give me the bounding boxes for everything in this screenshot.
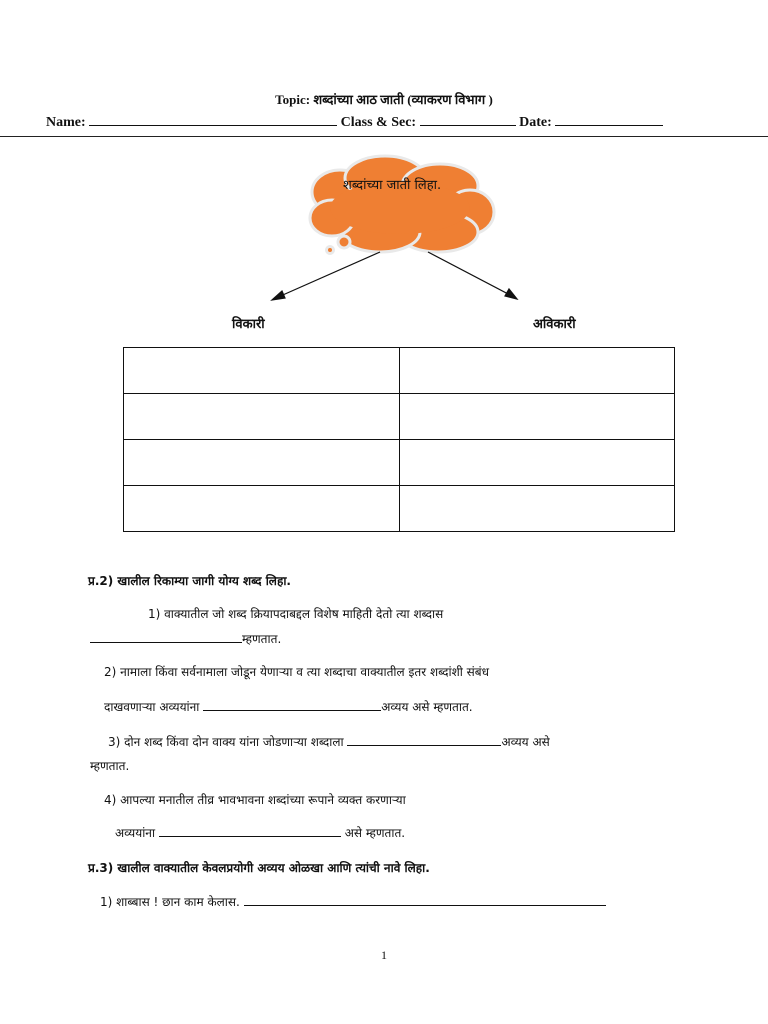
- avikari-cell[interactable]: [399, 348, 675, 394]
- left-heading: विकारी: [232, 317, 265, 332]
- branch-arrows: [272, 252, 517, 300]
- vikari-cell[interactable]: [124, 486, 400, 532]
- q2-item4-blank[interactable]: [159, 824, 341, 837]
- q2-item3-line2: म्हणतात.: [90, 759, 130, 773]
- table-row: [124, 394, 675, 440]
- q2-item2-prefix: दाखवणाऱ्या अव्ययांना: [104, 700, 200, 714]
- q2-item1-blank[interactable]: [90, 630, 242, 643]
- name-label: Name:: [46, 115, 86, 130]
- vikari-cell[interactable]: [124, 348, 400, 394]
- q2-title: प्र.2) खालील रिकाम्या जागी योग्य शब्द लिहा.: [88, 574, 291, 588]
- q3-title: प्र.3) खालील वाक्यातील केवलप्रयोगी अव्यय ओळखा आणि त्यांची नावे लिहा.: [88, 861, 430, 875]
- q2-item2-line2: [104, 698, 473, 715]
- cloud-text: शब्दांच्या जाती लिहा.: [343, 178, 442, 193]
- q2-item4-suffix: असे म्हणतात.: [344, 826, 406, 840]
- q2-item4-prefix: अव्ययांना: [115, 826, 156, 840]
- q2-item2-line1: 2) नामाला किंवा सर्वनामाला जोडून येणाऱ्या व त्या शब्दाचा वाक्यातील इतर शब्दांशी संबंध: [104, 665, 490, 679]
- q3-item1-text: 1) शाब्बास ! छान काम केलास.: [100, 895, 240, 909]
- avikari-cell[interactable]: [399, 394, 675, 440]
- q2-item4-line1: 4) आपल्या मनातील तीव्र भावभावना शब्दांच्या रूपाने व्यक्त करणाऱ्या: [104, 793, 406, 807]
- q2-item3-prefix: 3) दोन शब्द किंवा दोन वाक्य यांना जोडणाऱ्या शब्दाला: [108, 735, 344, 749]
- q2-item4-line2: [115, 824, 405, 841]
- table-row: [124, 440, 675, 486]
- page-number: 1: [381, 948, 387, 962]
- date-label: Date:: [519, 115, 552, 130]
- q2-item1-line2: [90, 630, 281, 647]
- avikari-cell[interactable]: [399, 440, 675, 486]
- answer-table: [123, 347, 675, 532]
- table-row: [124, 348, 675, 394]
- q2-item3-blank[interactable]: [347, 733, 501, 746]
- q2-item1-suffix: म्हणतात.: [242, 632, 282, 646]
- q2-item3-suffix: अव्यय असे: [501, 735, 550, 749]
- q2-item2-blank[interactable]: [203, 698, 381, 711]
- right-heading: अविकारी: [533, 317, 576, 332]
- topic-title: Topic: शब्दांच्या आठ जाती (व्याकरण विभाग ): [275, 92, 493, 107]
- vikari-cell[interactable]: [124, 440, 400, 486]
- q3-item1-blank[interactable]: [244, 893, 606, 906]
- table-row: [124, 486, 675, 532]
- q2-item1-line1: 1) वाक्यातील जो शब्द क्रियापदाबद्दल विशेष माहिती देतो त्या शब्दास: [148, 607, 444, 621]
- vikari-cell[interactable]: [124, 394, 400, 440]
- q2-item3-line1: [108, 733, 550, 750]
- q2-item2-suffix: अव्यय असे म्हणतात.: [381, 700, 473, 714]
- class-label: Class & Sec:: [340, 115, 417, 130]
- avikari-cell[interactable]: [399, 486, 675, 532]
- q3-item1: [100, 893, 606, 910]
